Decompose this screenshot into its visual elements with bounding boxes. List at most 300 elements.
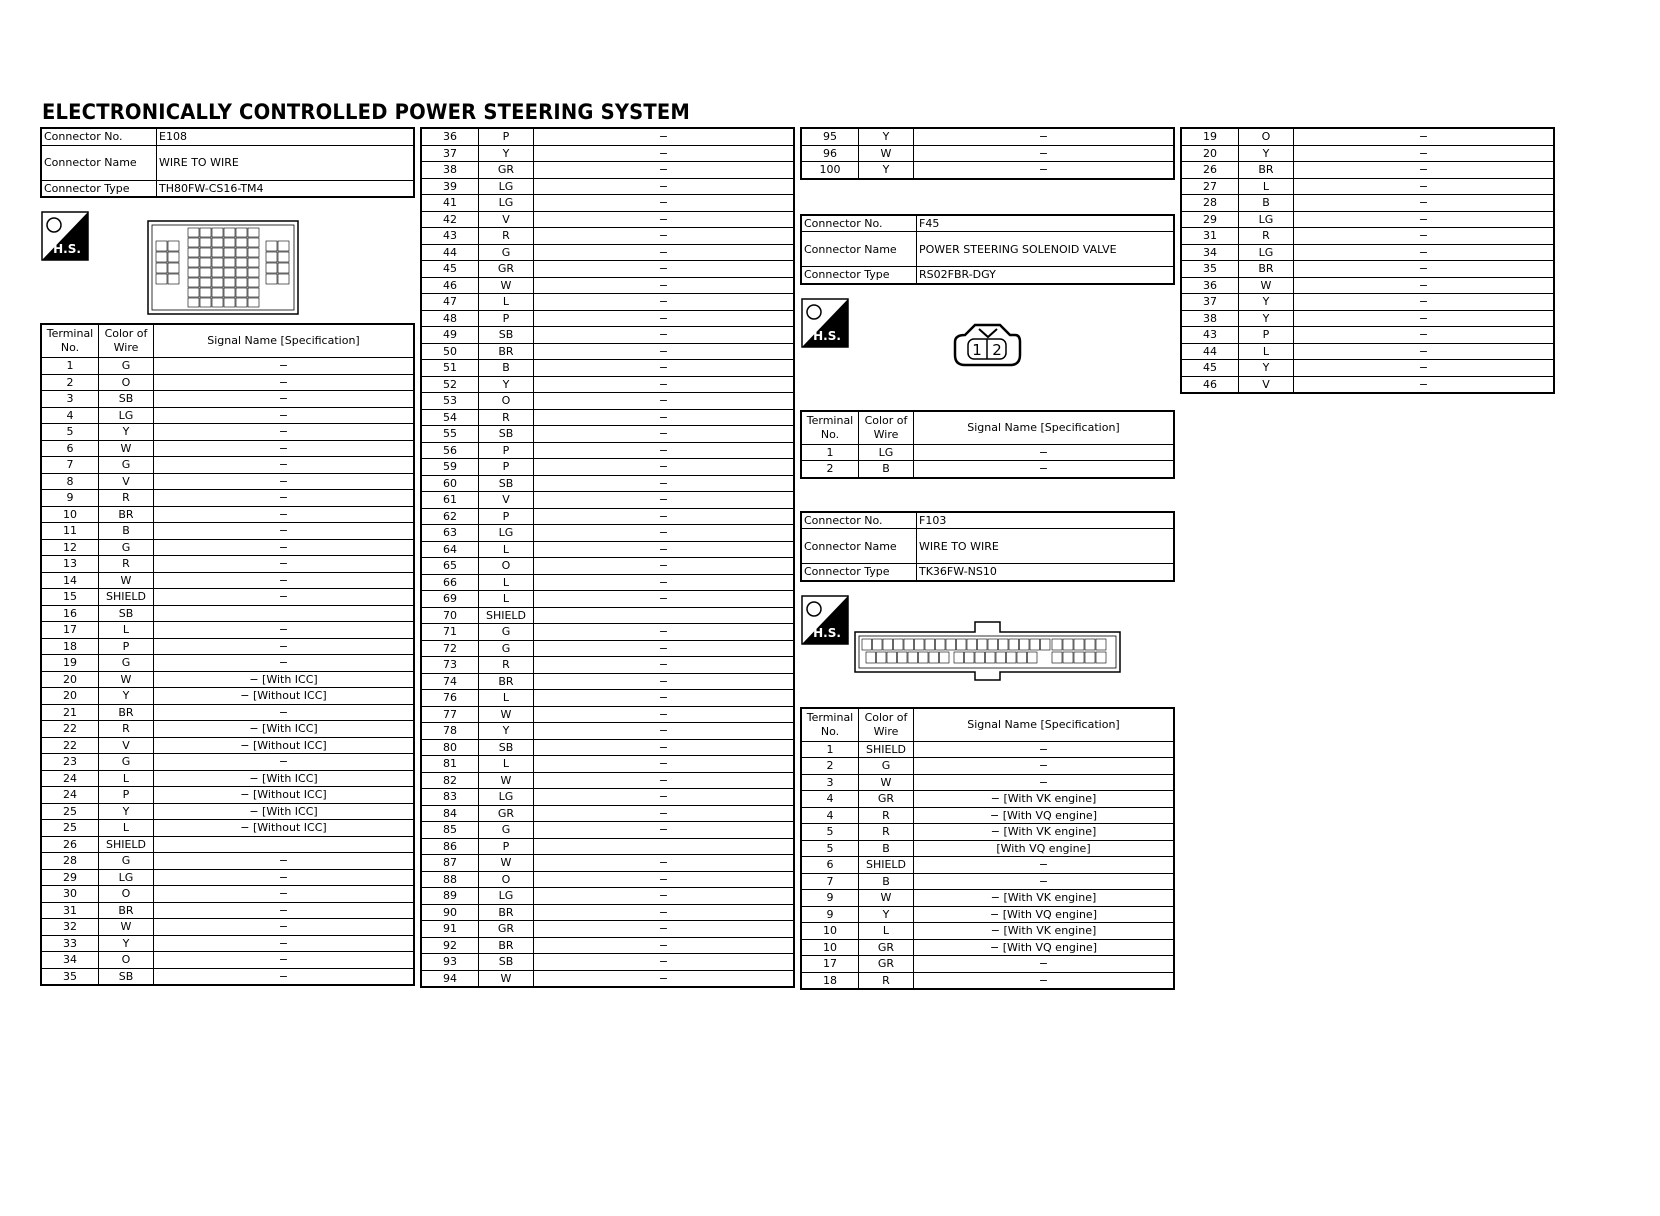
wire-color-cell: G <box>859 758 914 775</box>
table-row <box>41 457 414 474</box>
wire-color-cell: L <box>479 294 534 311</box>
wire-color-cell: W <box>859 890 914 907</box>
pin-cavity <box>236 298 247 307</box>
table-row <box>421 904 794 921</box>
pin-cavity <box>266 252 277 262</box>
pin-cavity <box>946 639 956 650</box>
pin-cavity <box>224 268 235 277</box>
table-row <box>421 145 794 162</box>
terminal-no-cell: 7 <box>801 873 859 890</box>
wire-color-cell: R <box>859 824 914 841</box>
signal-name-cell: − <box>1294 128 1555 145</box>
table-row <box>421 128 794 145</box>
wire-color-cell: R <box>479 228 534 245</box>
table-row <box>421 591 794 608</box>
table-row <box>41 556 414 573</box>
table-row <box>41 754 414 771</box>
signal-name-cell: − <box>1294 261 1555 278</box>
pin-cavity <box>248 288 259 297</box>
signal-name-cell: − <box>534 921 795 938</box>
connector-figure-f45 <box>800 285 1175 410</box>
table-row <box>801 956 1174 973</box>
signal-name-cell: − [With ICC] <box>154 770 415 787</box>
terminal-no-cell: 64 <box>421 541 479 558</box>
pin-cavity <box>1009 639 1019 650</box>
wire-color-cell: W <box>479 855 534 872</box>
terminal-no-cell: 16 <box>41 605 99 622</box>
pin-cavity <box>965 652 975 663</box>
signal-name-cell: − [With ICC] <box>154 721 415 738</box>
connector-type-label: Connector Type <box>41 180 157 197</box>
terminal-no-cell: 30 <box>41 886 99 903</box>
signal-name-cell <box>534 838 795 855</box>
signal-header: Signal Name [Specification] <box>154 324 415 358</box>
signal-name-cell: − <box>534 409 795 426</box>
wire-color-cell: P <box>99 787 154 804</box>
terminal-no-header: Terminal No. <box>41 324 99 358</box>
signal-name-cell: − <box>534 739 795 756</box>
signal-name-cell: − [Without ICC] <box>154 820 415 837</box>
table-row <box>41 490 414 507</box>
signal-name-cell: − <box>154 424 415 441</box>
wire-color-cell: SB <box>479 475 534 492</box>
terminal-no-cell: 24 <box>41 787 99 804</box>
signal-name-cell: − <box>534 492 795 509</box>
table-row <box>421 921 794 938</box>
table-row <box>1181 178 1554 195</box>
terminal-no-cell: 72 <box>421 640 479 657</box>
table-row <box>41 424 414 441</box>
terminal-no-cell: 81 <box>421 756 479 773</box>
connector-no-value: E108 <box>157 128 415 145</box>
table-row <box>41 902 414 919</box>
terminal-no-cell: 49 <box>421 327 479 344</box>
table-row <box>801 824 1174 841</box>
table-row <box>801 939 1174 956</box>
pin-cavity <box>1096 639 1106 650</box>
connector-no-value: F103 <box>917 512 1175 529</box>
wire-color-cell: SHIELD <box>479 607 534 624</box>
connector-f103-shape <box>855 622 1120 680</box>
pin-cavity <box>212 288 223 297</box>
terminal-no-cell: 59 <box>421 459 479 476</box>
pin-cavity <box>1052 639 1062 650</box>
signal-name-cell: − <box>534 459 795 476</box>
table-row <box>421 211 794 228</box>
pin-cavity <box>957 639 967 650</box>
terminal-no-cell: 2 <box>801 461 859 478</box>
signal-name-cell: − <box>1294 310 1555 327</box>
table-row <box>801 461 1174 478</box>
signal-name-cell: − <box>534 706 795 723</box>
pin-cavity <box>919 652 929 663</box>
signal-name-cell: − <box>534 690 795 707</box>
pin-cavity <box>975 652 985 663</box>
wire-color-cell: Y <box>99 424 154 441</box>
wire-color-cell: SB <box>479 739 534 756</box>
signal-name-cell: − [With VK engine] <box>914 824 1175 841</box>
table-row <box>421 838 794 855</box>
terminal-no-cell: 1 <box>41 358 99 375</box>
signal-name-cell: − <box>534 442 795 459</box>
pin-cavity <box>999 639 1009 650</box>
wire-color-cell: P <box>479 838 534 855</box>
wire-color-cell: G <box>99 655 154 672</box>
terminal-no-cell: 1 <box>801 741 859 758</box>
signal-name-cell: − <box>534 360 795 377</box>
wire-color-cell: W <box>859 774 914 791</box>
terminal-no-cell: 38 <box>1181 310 1239 327</box>
terminal-no-cell: 35 <box>41 968 99 985</box>
column-2 <box>420 127 795 988</box>
wire-color-cell: Y <box>859 162 914 179</box>
signal-name-cell <box>154 836 415 853</box>
terminal-no-cell: 5 <box>41 424 99 441</box>
terminal-no-cell: 45 <box>421 261 479 278</box>
connector-name-label: Connector Name <box>41 145 157 180</box>
table-row <box>1181 327 1554 344</box>
table-row <box>1181 228 1554 245</box>
signal-name-cell: − <box>534 558 795 575</box>
pin-cavity <box>883 639 893 650</box>
table-row <box>41 721 414 738</box>
connector-diagram <box>800 285 1175 410</box>
terminal-no-cell: 21 <box>41 704 99 721</box>
pin-cavity <box>877 652 887 663</box>
pin-cavity <box>236 288 247 297</box>
wire-color-cell: Y <box>1239 360 1294 377</box>
terminal-no-cell: 28 <box>41 853 99 870</box>
terminal-no-cell: 12 <box>41 539 99 556</box>
terminal-no-cell: 69 <box>421 591 479 608</box>
terminal-no-cell: 32 <box>41 919 99 936</box>
terminal-no-cell: 82 <box>421 772 479 789</box>
connector-type-value: RS02FBR-DGY <box>917 267 1175 284</box>
table-row <box>421 937 794 954</box>
signal-name-cell: − <box>914 145 1175 162</box>
table-row <box>41 820 414 837</box>
terminal-no-cell: 88 <box>421 871 479 888</box>
pin-cavity <box>1028 652 1038 663</box>
table-row <box>421 871 794 888</box>
table-row <box>41 886 414 903</box>
pin-cavity <box>278 252 289 262</box>
wire-color-cell: BR <box>479 343 534 360</box>
pin-cavity <box>988 639 998 650</box>
table-row <box>41 853 414 870</box>
connector-name-label: Connector Name <box>801 529 917 564</box>
signal-name-cell: − <box>914 956 1175 973</box>
signal-name-cell: − <box>154 952 415 969</box>
wire-color-cell: R <box>1239 228 1294 245</box>
color-header: Color of Wire <box>859 708 914 742</box>
signal-name-cell <box>154 605 415 622</box>
table-row <box>41 655 414 672</box>
pin-cavity <box>278 274 289 284</box>
terminal-no-cell: 22 <box>41 737 99 754</box>
wire-color-cell: O <box>479 871 534 888</box>
terminal-no-cell: 6 <box>801 857 859 874</box>
terminal-no-cell: 100 <box>801 162 859 179</box>
table-row <box>801 741 1174 758</box>
wire-color-cell: W <box>99 671 154 688</box>
table-row <box>1181 211 1554 228</box>
signal-name-cell: − <box>534 525 795 542</box>
signal-name-cell: − <box>534 888 795 905</box>
wire-color-cell: V <box>479 211 534 228</box>
wire-color-cell: GR <box>479 261 534 278</box>
pin-cavity <box>212 238 223 247</box>
terminal-no-cell: 65 <box>421 558 479 575</box>
pin-cavity <box>1074 652 1084 663</box>
wire-color-cell: V <box>99 473 154 490</box>
terminal-no-cell: 55 <box>421 426 479 443</box>
terminal-no-cell: 17 <box>41 622 99 639</box>
terminal-table-e108-3 <box>800 127 1175 180</box>
table-row <box>1181 128 1554 145</box>
terminal-no-cell: 20 <box>41 688 99 705</box>
signal-name-cell: − <box>1294 145 1555 162</box>
terminal-no-cell: 52 <box>421 376 479 393</box>
signal-name-cell: − <box>534 393 795 410</box>
connector-name-value: POWER STEERING SOLENOID VALVE <box>917 232 1175 267</box>
terminal-no-cell: 87 <box>421 855 479 872</box>
table-row <box>41 836 414 853</box>
wire-color-cell: L <box>479 541 534 558</box>
signal-name-cell: − [With ICC] <box>154 671 415 688</box>
color-header: Color of Wire <box>99 324 154 358</box>
signal-name-cell: − <box>534 805 795 822</box>
terminal-no-cell: 91 <box>421 921 479 938</box>
pin-cavity <box>1020 639 1030 650</box>
wire-color-cell: LG <box>479 525 534 542</box>
wire-color-cell: B <box>99 523 154 540</box>
terminal-no-cell: 9 <box>801 906 859 923</box>
terminal-no-cell: 51 <box>421 360 479 377</box>
pin-cavity <box>188 248 199 257</box>
pin-cavity <box>266 274 277 284</box>
connector-no-label: Connector No. <box>801 512 917 529</box>
signal-name-cell: − <box>914 741 1175 758</box>
wire-color-cell: B <box>859 461 914 478</box>
table-row <box>421 673 794 690</box>
pin-cavity <box>908 652 918 663</box>
signal-name-cell: − <box>1294 178 1555 195</box>
pin-cavity <box>894 639 904 650</box>
table-row <box>421 310 794 327</box>
table-row <box>41 704 414 721</box>
signal-name-cell: − <box>914 128 1175 145</box>
pin-cavity <box>224 238 235 247</box>
column-1 <box>40 127 415 986</box>
wire-color-cell: BR <box>99 506 154 523</box>
table-row <box>41 638 414 655</box>
wire-color-cell: Y <box>99 935 154 952</box>
table-row <box>421 426 794 443</box>
wire-color-cell: LG <box>1239 211 1294 228</box>
pin-cavity <box>156 252 167 262</box>
signal-name-cell: − <box>914 774 1175 791</box>
wire-color-cell: R <box>99 721 154 738</box>
table-row <box>421 459 794 476</box>
table-row <box>1181 244 1554 261</box>
signal-name-cell: − <box>534 624 795 641</box>
pin-cavity <box>236 268 247 277</box>
signal-name-cell: − <box>154 556 415 573</box>
pin-cavity <box>1041 639 1051 650</box>
signal-name-cell: − [With VK engine] <box>914 791 1175 808</box>
table-row <box>41 770 414 787</box>
signal-name-cell: − <box>154 358 415 375</box>
signal-name-cell: − <box>154 754 415 771</box>
signal-name-cell <box>534 607 795 624</box>
terminal-no-cell: 38 <box>421 162 479 179</box>
connector-info-f45 <box>800 214 1175 285</box>
table-row <box>41 787 414 804</box>
table-row <box>421 640 794 657</box>
terminal-no-cell: 36 <box>421 128 479 145</box>
signal-name-cell: − <box>534 954 795 971</box>
signal-name-cell: − <box>914 444 1175 461</box>
pin-cavity <box>212 278 223 287</box>
wire-color-cell: L <box>1239 343 1294 360</box>
terminal-no-cell: 89 <box>421 888 479 905</box>
wire-color-cell: LG <box>479 195 534 212</box>
wire-color-cell: G <box>479 822 534 839</box>
wire-color-cell: LG <box>1239 244 1294 261</box>
terminal-no-cell: 13 <box>41 556 99 573</box>
terminal-no-header: Terminal No. <box>801 411 859 445</box>
table-row <box>41 440 414 457</box>
wire-color-cell: L <box>99 622 154 639</box>
table-row <box>41 473 414 490</box>
terminal-table-f103 <box>800 707 1175 991</box>
connector-no-label: Connector No. <box>801 215 917 232</box>
signal-name-cell: − <box>914 758 1175 775</box>
signal-name-cell: − [Without ICC] <box>154 787 415 804</box>
terminal-no-cell: 22 <box>41 721 99 738</box>
pin-cavity <box>200 248 211 257</box>
terminal-no-cell: 66 <box>421 574 479 591</box>
signal-name-cell: − <box>154 523 415 540</box>
color-header: Color of Wire <box>859 411 914 445</box>
table-row <box>421 162 794 179</box>
table-row <box>421 277 794 294</box>
terminal-no-cell: 46 <box>421 277 479 294</box>
table-row <box>801 873 1174 890</box>
wire-color-cell: W <box>479 970 534 987</box>
table-row <box>801 890 1174 907</box>
pin-cavity <box>188 298 199 307</box>
signal-name-cell: − <box>1294 244 1555 261</box>
table-row <box>1181 162 1554 179</box>
wire-color-cell: W <box>479 277 534 294</box>
wire-color-cell: Y <box>859 128 914 145</box>
table-row <box>41 688 414 705</box>
table-row <box>421 706 794 723</box>
wire-color-cell: R <box>99 556 154 573</box>
terminal-no-cell: 46 <box>1181 376 1239 393</box>
table-row <box>1181 360 1554 377</box>
wire-color-cell: O <box>479 393 534 410</box>
connector-type-label: Connector Type <box>801 564 917 581</box>
pin-cavity <box>212 248 223 257</box>
table-row <box>421 690 794 707</box>
pin-cavity <box>224 298 235 307</box>
table-row <box>41 358 414 375</box>
terminal-no-cell: 14 <box>41 572 99 589</box>
table-row <box>1181 277 1554 294</box>
wire-color-cell: G <box>99 853 154 870</box>
terminal-no-cell: 80 <box>421 739 479 756</box>
pin-cavity <box>156 241 167 251</box>
table-row <box>421 475 794 492</box>
table-row <box>41 919 414 936</box>
terminal-no-cell: 25 <box>41 820 99 837</box>
terminal-table-f103-2 <box>1180 127 1555 394</box>
signal-name-cell: − <box>534 541 795 558</box>
terminal-no-cell: 61 <box>421 492 479 509</box>
wire-color-cell: Y <box>1239 294 1294 311</box>
wire-color-cell: O <box>99 374 154 391</box>
hs-label: H.S. <box>813 328 841 343</box>
wire-color-cell: G <box>479 624 534 641</box>
signal-name-cell: − <box>534 228 795 245</box>
pin-cavity <box>212 258 223 267</box>
terminal-no-cell: 18 <box>801 972 859 989</box>
wire-color-cell: P <box>1239 327 1294 344</box>
table-row <box>421 376 794 393</box>
table-row <box>41 935 414 952</box>
signal-name-cell: − [With VQ engine] <box>914 906 1175 923</box>
table-row <box>421 607 794 624</box>
terminal-no-cell: 83 <box>421 789 479 806</box>
table-row <box>421 822 794 839</box>
signal-name-cell: − <box>534 723 795 740</box>
connector-info-f103 <box>800 511 1175 582</box>
terminal-no-cell: 2 <box>801 758 859 775</box>
wire-color-cell: Y <box>479 376 534 393</box>
hs-label: H.S. <box>813 625 841 640</box>
terminal-no-cell: 26 <box>41 836 99 853</box>
pin-cavity <box>248 258 259 267</box>
terminal-no-cell: 39 <box>421 178 479 195</box>
wire-color-cell: LG <box>859 444 914 461</box>
pin-cavity <box>212 228 223 237</box>
signal-name-cell: − <box>1294 228 1555 245</box>
wire-color-cell: BR <box>479 673 534 690</box>
terminal-no-cell: 93 <box>421 954 479 971</box>
terminal-no-cell: 4 <box>801 791 859 808</box>
pin-cavity <box>200 228 211 237</box>
terminal-no-cell: 86 <box>421 838 479 855</box>
pin-cavity <box>200 268 211 277</box>
wire-color-cell: P <box>479 459 534 476</box>
pin-cavity <box>1063 639 1073 650</box>
wire-color-cell: V <box>99 737 154 754</box>
connector-no-value: F45 <box>917 215 1175 232</box>
signal-name-cell: − <box>534 591 795 608</box>
terminal-no-cell: 76 <box>421 690 479 707</box>
wire-color-cell: G <box>99 754 154 771</box>
terminal-no-cell: 41 <box>421 195 479 212</box>
wire-color-cell: B <box>479 360 534 377</box>
terminal-table-e108-2 <box>420 127 795 988</box>
terminal-no-cell: 24 <box>41 770 99 787</box>
terminal-no-cell: 60 <box>421 475 479 492</box>
wire-color-cell: LG <box>479 888 534 905</box>
terminal-no-cell: 33 <box>41 935 99 952</box>
